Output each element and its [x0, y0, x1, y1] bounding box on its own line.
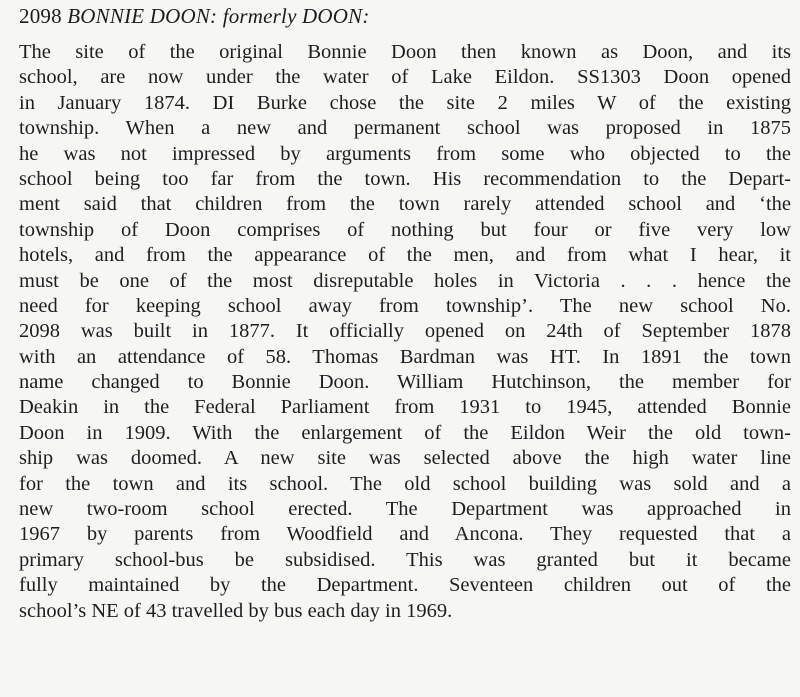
body-line: The site of the original Bonnie Doon then known as Doon, and its: [19, 41, 791, 63]
body-line: with an attendance of 58. Thomas Bardman was HT. In 1891 the town: [19, 345, 791, 368]
body-line: Doon in 1909. With the enlargement of the Eildon Weir the old town-: [19, 421, 791, 444]
body-line: school, are now under the water of Lake Eildon. SS1303 Doon opened: [19, 66, 791, 89]
body-line: need for keeping school away from township’. The new school No.: [19, 294, 791, 317]
body-line: school’s NE of 43 travelled by bus each day in 1969.: [19, 599, 453, 622]
body-line: name changed to Bonnie Doon. William Hutchinson, the member for: [19, 371, 791, 394]
body-line: hotels, and from the appearance of the men, and from what I hear, it: [19, 244, 791, 267]
body-line: school being too far from the town. His recommendation to the Depart-: [19, 167, 791, 190]
body-line: 1967 by parents from Woodfield and Ancona. They requested that a: [19, 523, 791, 546]
entry-title: BONNIE DOON: formerly DOON:: [67, 4, 370, 28]
entry-heading: [19, 4, 370, 29]
body-line: in January 1874. DI Burke chose the site 2 miles W of the existing: [19, 91, 791, 114]
entry-body: [19, 40, 791, 624]
body-line: new two-room school erected. The Department was approached in: [19, 498, 791, 521]
body-line: must be one of the most disreputable holes in Victoria . . . hence the: [19, 269, 791, 292]
body-line: ship was doomed. A new site was selected above the high water line: [19, 447, 791, 470]
body-line: Deakin in the Federal Parliament from 1931 to 1945, attended Bonnie: [19, 396, 791, 419]
body-line: 2098 was built in 1877. It officially opened on 24th of September 1878: [19, 320, 791, 343]
body-line: he was not impressed by arguments from some who objected to the: [19, 142, 791, 165]
body-line: primary school-bus be subsidised. This was granted but it became: [19, 548, 791, 571]
body-line: ment said that children from the town rarely attended school and ‘the: [19, 193, 791, 216]
body-line: township of Doon comprises of nothing but four or five very low: [19, 218, 791, 241]
body-line: township. When a new and permanent school was proposed in 1875: [19, 117, 791, 140]
body-line: fully maintained by the Department. Seventeen children out of the: [19, 574, 791, 597]
body-line: for the town and its school. The old school building was sold and a: [19, 472, 791, 495]
entry-number: 2098: [19, 4, 62, 28]
